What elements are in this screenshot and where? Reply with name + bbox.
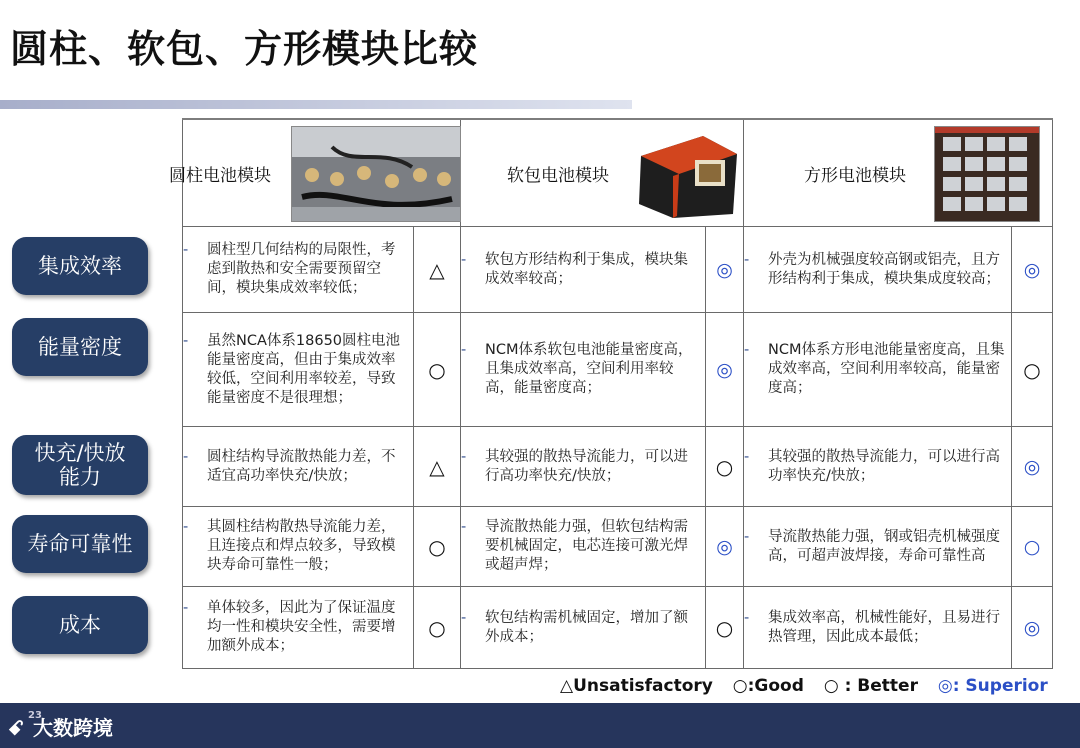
row-label-energy-density: 能量密度	[12, 318, 148, 376]
pouch-module-photo	[633, 126, 743, 220]
rating-legend	[560, 676, 1062, 696]
legend-good: ○:Good	[732, 676, 804, 696]
brand-name: 大数跨境	[32, 716, 113, 740]
cell-description: - 导流散热能力强，钢或铝壳机械强度高，可超声波焊接，寿命可靠性高	[744, 507, 1012, 587]
prismatic-module-photo	[934, 126, 1040, 222]
cell-description: - 其较强的散热导流能力，可以进行高功率快充/快放；	[744, 427, 1012, 507]
rating-symbol: ○	[1012, 313, 1053, 427]
rating-symbol: ◎	[1012, 427, 1053, 507]
row-label-integration: 集成效率	[12, 237, 148, 295]
cell-description: - 其较强的散热导流能力，可以进行高功率快充/快放；	[461, 427, 706, 507]
row-label-fast-charge: 快充/快放 能力	[12, 435, 148, 495]
header-label-pouch: 软包电池模块	[507, 165, 609, 186]
rating-symbol: ○	[1012, 507, 1053, 587]
rating-symbol: △	[414, 227, 461, 313]
header-prismatic	[744, 119, 1053, 227]
rating-symbol: ◎	[1012, 227, 1053, 313]
header-label-cylindrical: 圆柱电池模块	[169, 165, 271, 186]
cell-description: - 软包结构需机械固定，增加了额外成本；	[461, 587, 706, 669]
cell-description: - 集成效率高，机械性能好，且易进行热管理，因此成本最低；	[744, 587, 1012, 669]
cell-description: - 其圆柱结构散热导流能力差，且连接点和焊点较多，导致模块寿命可靠性一般；	[183, 507, 414, 587]
row-label-lifetime: 寿命可靠性	[12, 515, 148, 573]
brand-mark-icon: ꗃ	[8, 716, 24, 740]
cell-description: - 软包方形结构利于集成，模块集成效率较高；	[461, 227, 706, 313]
rating-symbol: ◎	[706, 227, 744, 313]
footer-bar	[0, 703, 1080, 748]
table-row	[183, 587, 1053, 669]
legend-unsatisfactory: △Unsatisfactory	[560, 676, 713, 696]
page-title: 圆柱、软包、方形模块比较	[10, 27, 479, 71]
title-underline	[0, 100, 632, 109]
rating-symbol: ○	[414, 587, 461, 669]
page-number: 23	[28, 710, 42, 721]
cell-description: - 虽然NCA体系18650圆柱电池能量密度高，但由于集成效率较低，空间利用率较差，导致能量密度不是很理想；	[183, 313, 414, 427]
table-row	[183, 427, 1053, 507]
rating-symbol: ○	[414, 507, 461, 587]
brand-logo	[8, 712, 113, 741]
rating-symbol: ◎	[1012, 587, 1053, 669]
cell-description: - 圆柱型几何结构的局限性，考虑到散热和安全需要预留空间，模块集成效率较低；	[183, 227, 414, 313]
cell-description: - 圆柱结构导流散热能力差，不适宜高功率快充/快放；	[183, 427, 414, 507]
table-row	[183, 507, 1053, 587]
rating-symbol: ◎	[706, 313, 744, 427]
cell-description: - 导流散热能力强，但软包结构需要机械固定，电芯连接可激光焊或超声焊；	[461, 507, 706, 587]
table-row	[183, 227, 1053, 313]
legend-better: ○ : Better	[823, 676, 918, 696]
legend-superior: ◎: Superior	[937, 676, 1048, 696]
cell-description: - 外壳为机械强度较高钢或铝壳，且方形结构利于集成，模块集成度较高；	[744, 227, 1012, 313]
rating-symbol: ◎	[706, 507, 744, 587]
cell-description: - 单体较多，因此为了保证温度均一性和模块安全性，需要增加额外成本；	[183, 587, 414, 669]
header-pouch	[461, 119, 744, 227]
cylindrical-module-photo	[291, 126, 461, 222]
rating-symbol: ○	[706, 587, 744, 669]
rating-symbol: ○	[706, 427, 744, 507]
row-label-cost: 成本	[12, 596, 148, 654]
header-cylindrical	[169, 119, 461, 227]
cell-description: - NCM体系方形电池能量密度高，且集成效率高，空间利用率较高，能量密度高；	[744, 313, 1012, 427]
cell-description: - NCM体系软包电池能量密度高，且集成效率高，空间利用率较高，能量密度高；	[461, 313, 706, 427]
header-label-prismatic: 方形电池模块	[804, 165, 906, 186]
rating-symbol: △	[414, 427, 461, 507]
table-row	[183, 313, 1053, 427]
comparison-table	[169, 118, 1053, 669]
rating-symbol: ○	[414, 313, 461, 427]
table-header-row	[183, 119, 1053, 227]
